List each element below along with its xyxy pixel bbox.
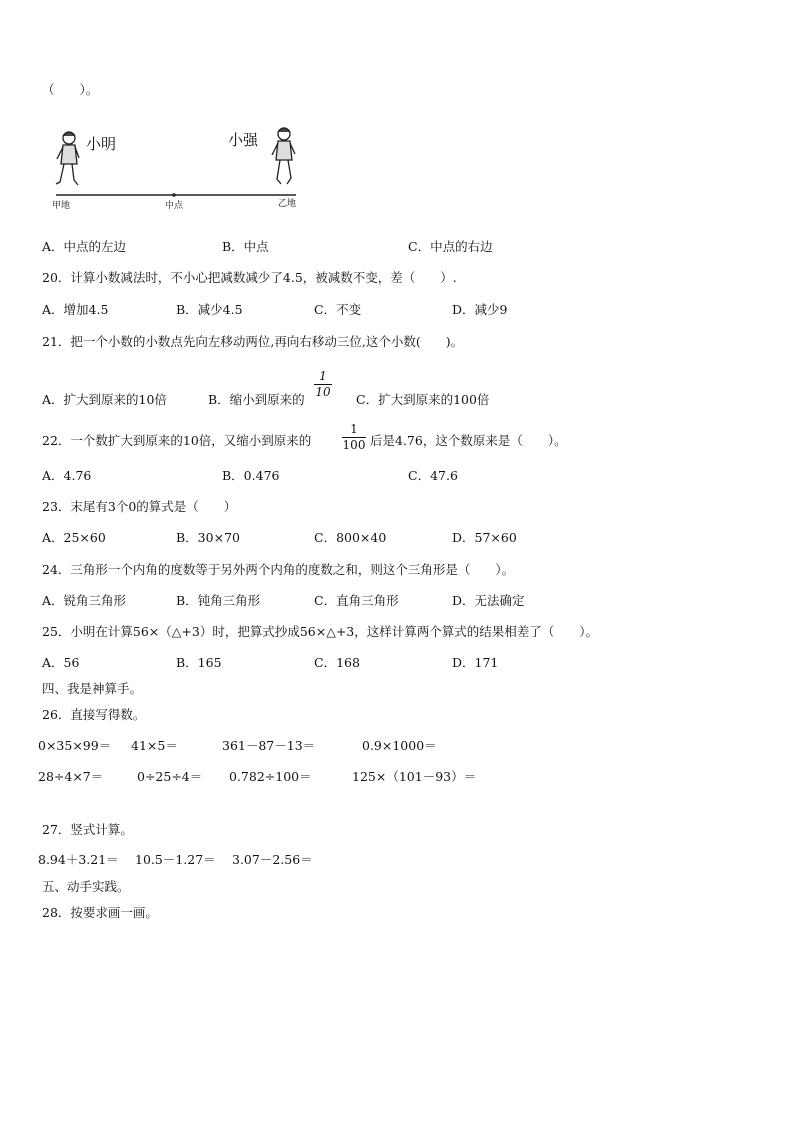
q19-answer-blank: （ ）。 (42, 82, 99, 97)
calc-item: 8.94＋3.21＝ (38, 852, 119, 867)
q20-option-d: D．减少9 (452, 302, 508, 317)
q20-option-c: C．不变 (314, 302, 362, 317)
q25-option-b: B．165 (176, 655, 222, 670)
section-four-title: 四、我是神算手。 (42, 681, 143, 696)
calc-item: 0.9×1000＝ (362, 738, 437, 753)
section-five-title: 五、动手实践。 (42, 879, 130, 894)
xiaoming-label: 小明 (86, 135, 117, 153)
calc-item: 10.5－1.27＝ (135, 852, 216, 867)
q21-stem: 21．把一个小数的小数点先向左移动两位,再向右移动三位,这个小数( )。 (42, 334, 464, 349)
q23-option-d: D．57×60 (452, 530, 517, 545)
q20-option-a: A．增加4.5 (42, 302, 109, 317)
q23-option-c: C．800×40 (314, 530, 387, 545)
q21-option-a: A．扩大到原来的10倍 (42, 392, 167, 407)
q25-option-d: D．171 (452, 655, 499, 670)
q24-option-a: A．锐角三角形 (42, 593, 127, 608)
q27-stem: 27．竖式计算。 (42, 822, 133, 837)
q23-option-a: A．25×60 (42, 530, 106, 545)
q19-option-a: A．中点的左边 (42, 239, 127, 254)
calc-item: 28÷4×7＝ (38, 769, 104, 784)
jia-di-label: 甲地 (52, 201, 71, 211)
yi-di-label: 乙地 (278, 199, 297, 209)
q22-option-a: A．4.76 (42, 468, 92, 483)
q22-fraction (342, 423, 366, 452)
q22-stem-after: 后是4.76，这个数原来是（ ）。 (370, 433, 567, 448)
q22-fraction-numerator: 1 (350, 422, 358, 436)
xiaoming-figure-icon (56, 132, 79, 185)
q25-option-a: A．56 (42, 655, 80, 670)
q22-option-b: B．0.476 (222, 468, 280, 483)
midpoint-label: 中点 (165, 201, 184, 211)
calc-item: 41×5＝ (131, 738, 178, 753)
q23-stem: 23．末尾有3个0的算式是（ ） (42, 499, 237, 514)
xiaoqiang-label: 小强 (228, 131, 259, 149)
calc-item: 0.782÷100＝ (229, 769, 312, 784)
q26-stem: 26．直接写得数。 (42, 707, 146, 722)
q24-option-b: B．钝角三角形 (176, 593, 261, 608)
q19-option-b: B．中点 (222, 239, 269, 254)
q24-stem: 24．三角形一个内角的度数等于另外两个内角的度数之和，则这个三角形是（ ）。 (42, 562, 515, 577)
distance-figure (48, 122, 308, 214)
q25-stem: 25．小明在计算56×（△+3）时，把算式抄成56×△+3，这样计算两个算式的结果相差了（ ）。 (42, 624, 598, 639)
calc-item: 3.07－2.56＝ (232, 852, 313, 867)
q21-fraction (314, 370, 332, 399)
q21-fraction-denominator: 10 (315, 385, 331, 399)
calc-item: 361－87－13＝ (222, 738, 316, 753)
q21-option-b: B．缩小到原来的 (208, 392, 305, 407)
q20-stem: 20．计算小数减法时，不小心把减数减少了4.5，被减数不变，差（ ）. (42, 270, 457, 285)
q25-option-c: C．168 (314, 655, 360, 670)
q28-stem: 28．按要求画一画。 (42, 905, 158, 920)
q20-option-b: B．减少4.5 (176, 302, 243, 317)
q24-option-c: C．直角三角形 (314, 593, 399, 608)
q21-fraction-numerator: 1 (319, 369, 327, 383)
xiaoqiang-figure-icon (272, 128, 295, 184)
q24-option-d: D．无法确定 (452, 593, 525, 608)
q22-stem-before: 22．一个数扩大到原来的10倍，又缩小到原来的 (42, 433, 312, 448)
q23-option-b: B．30×70 (176, 530, 240, 545)
q22-option-c: C．47.6 (408, 468, 458, 483)
calc-item: 0×35×99＝ (38, 738, 112, 753)
q19-option-c: C．中点的右边 (408, 239, 493, 254)
calc-item: 0÷25÷4＝ (137, 769, 203, 784)
calc-item: 125×（101－93）＝ (352, 769, 477, 784)
q22-fraction-denominator: 100 (342, 438, 366, 452)
q21-option-c: C．扩大到原来的100倍 (356, 392, 490, 407)
